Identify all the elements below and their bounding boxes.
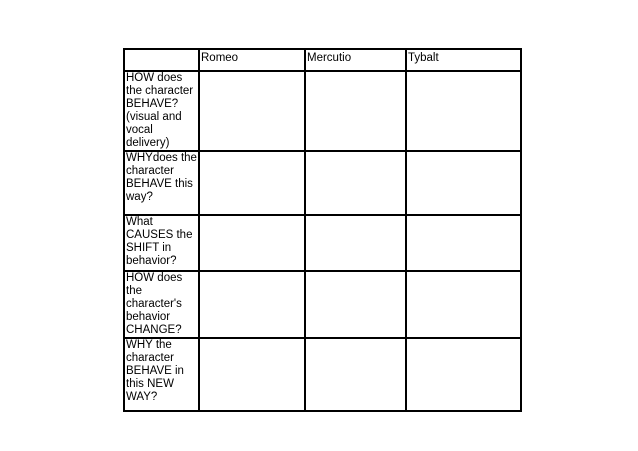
cell-romeo-shift-cause[interactable] [199,215,305,271]
cell-tybalt-behavior-change[interactable] [406,271,521,338]
table-row [124,71,521,151]
row-label-new-way: WHY the character BEHAVE in this NEW WAY? [124,338,199,411]
corner-cell [124,49,199,71]
cell-romeo-behave[interactable] [199,71,305,151]
table-row [124,271,521,338]
cell-tybalt-why-behave[interactable] [406,151,521,215]
row-label-why-behave: WHYdoes the character BEHAVE this way? [124,151,199,215]
table-row [124,215,521,271]
cell-tybalt-new-way[interactable] [406,338,521,411]
row-label-behavior-change: HOW does the character's behavior CHANGE? [124,271,199,338]
column-header-romeo: Romeo [199,49,305,71]
cell-mercutio-new-way[interactable] [305,338,406,411]
cell-mercutio-behave[interactable] [305,71,406,151]
cell-mercutio-behavior-change[interactable] [305,271,406,338]
table-header-row [124,49,521,71]
row-label-shift-cause: What CAUSES the SHIFT in behavior? [124,215,199,271]
cell-romeo-new-way[interactable] [199,338,305,411]
cell-tybalt-behave[interactable] [406,71,521,151]
column-header-mercutio: Mercutio [305,49,406,71]
cell-romeo-why-behave[interactable] [199,151,305,215]
cell-mercutio-why-behave[interactable] [305,151,406,215]
character-analysis-table [123,48,522,412]
table-row [124,151,521,215]
cell-tybalt-shift-cause[interactable] [406,215,521,271]
column-header-tybalt: Tybalt [406,49,521,71]
row-label-behave: HOW does the character BEHAVE? (visual and vocal delivery) [124,71,199,151]
table-row [124,338,521,411]
cell-romeo-behavior-change[interactable] [199,271,305,338]
cell-mercutio-shift-cause[interactable] [305,215,406,271]
